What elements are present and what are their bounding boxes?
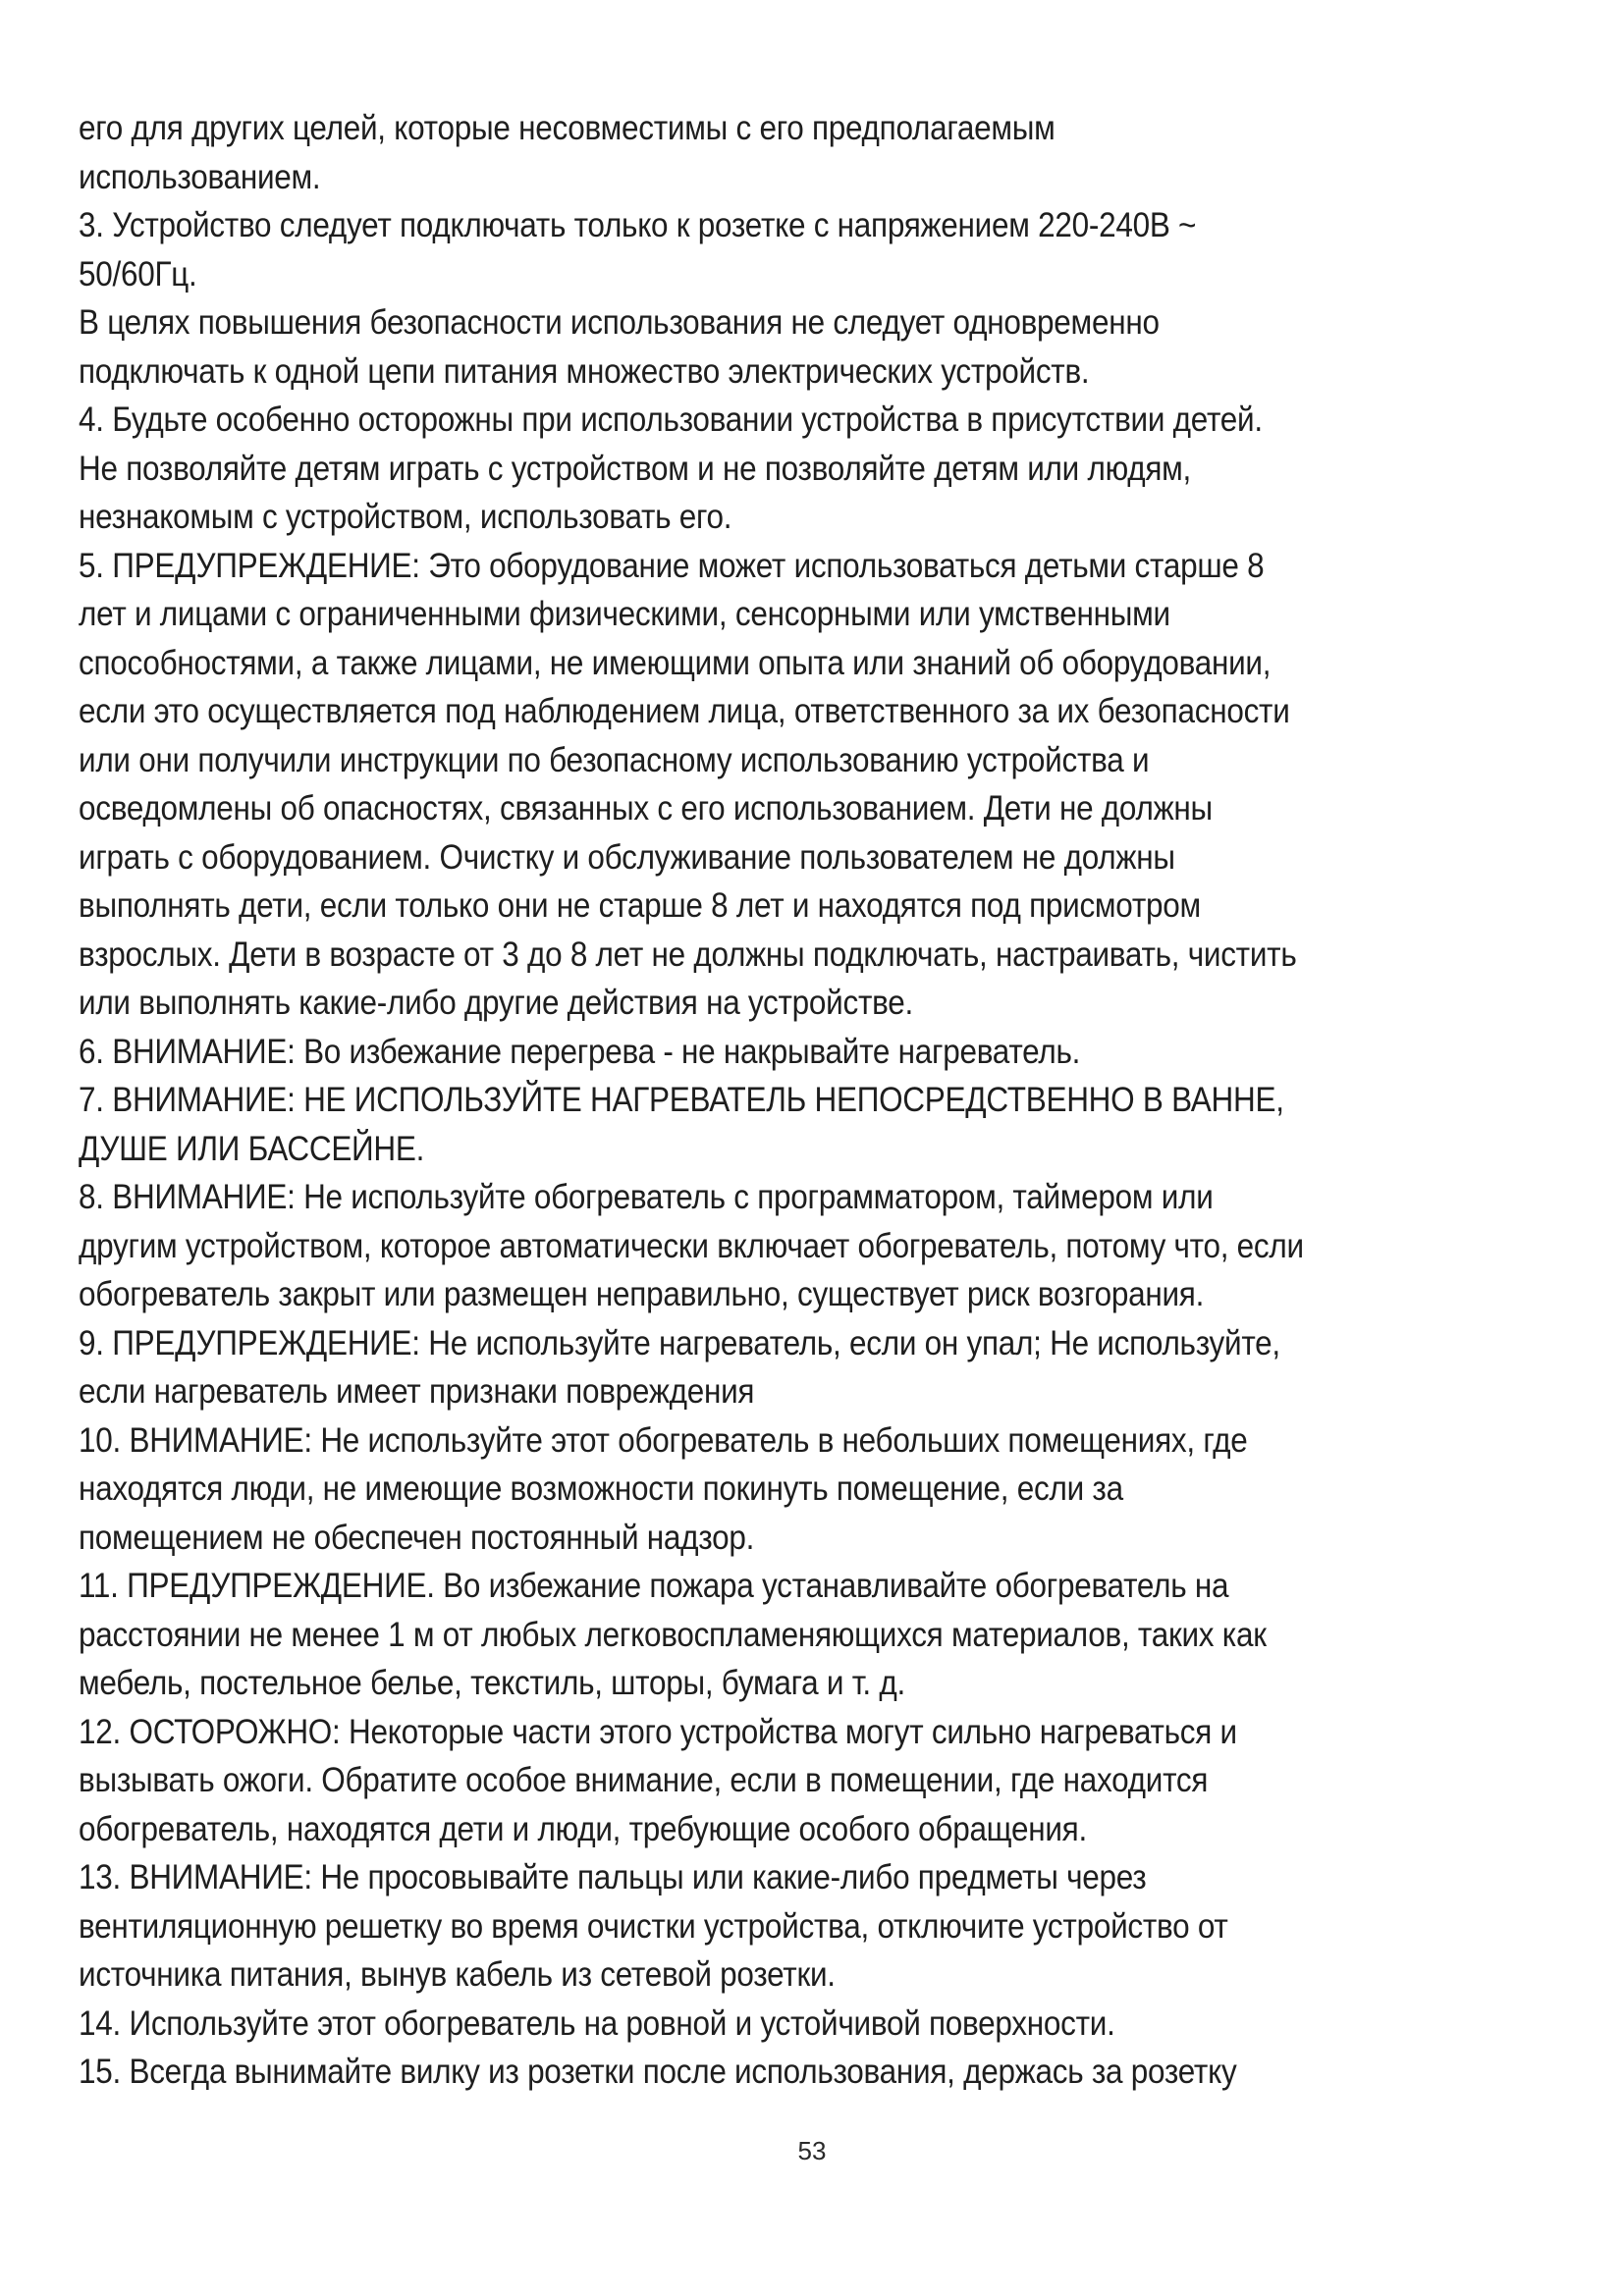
text-line: расстоянии не менее 1 м от любых легковоспламеняющихся материалов, таких как: [79, 1615, 1267, 1654]
text-line: его для других целей, которые несовместимы с его предполагаемым: [79, 109, 1056, 147]
text-line: лет и лицами с ограниченными физическими, сенсорными или умственными: [79, 595, 1170, 633]
page-number: 53: [797, 2136, 827, 2165]
text-line: 13. ВНИМАНИЕ: Не просовывайте пальцы или какие-либо предметы через: [79, 1858, 1147, 1896]
text-line: 10. ВНИМАНИЕ: Не используйте этот обогреватель в небольших помещениях, где: [79, 1420, 1248, 1460]
text-line: 6. ВНИМАНИЕ: Во избежание перегрева - не накрывайте нагреватель.: [79, 1032, 1081, 1071]
text-line: 14. Используйте этот обогреватель на ровной и устойчивой поверхности.: [79, 2003, 1115, 2043]
text-line: или они получили инструкции по безопасному использованию устройства и: [79, 740, 1150, 779]
text-line: помещением не обеспечен постоянный надзор.: [79, 1518, 755, 1557]
text-line: В целях повышения безопасности использования не следует одновременно: [79, 303, 1160, 342]
document-body: [79, 104, 1561, 2097]
text-line: обогреватель закрыт или размещен неправильно, существует риск возгорания.: [79, 1275, 1205, 1313]
text-line: 7. ВНИМАНИЕ: НЕ ИСПОЛЬЗУЙТЕ НАГРЕВАТЕЛЬ НЕПОСРЕДСТВЕННО В ВАННЕ,: [79, 1081, 1284, 1119]
text-line: находятся люди, не имеющие возможности покинуть помещение, если за: [79, 1469, 1123, 1508]
text-line: 4. Будьте особенно осторожны при использовании устройства в присутствии детей.: [79, 400, 1263, 439]
text-line: если это осуществляется под наблюдением лица, ответственного за их безопасности: [79, 692, 1290, 730]
text-line: другим устройством, которое автоматически включает обогреватель, потому что, если: [79, 1226, 1304, 1265]
text-line: использованием.: [79, 157, 321, 196]
text-line: источника питания, вынув кабель из сетевой розетки.: [79, 1955, 836, 1994]
text-line: способностями, а также лицами, не имеющими опыта или знаний об оборудовании,: [79, 643, 1272, 682]
text-line: играть с оборудованием. Очистку и обслуживание пользователем не должны: [79, 837, 1175, 877]
text-line: ДУШЕ ИЛИ БАССЕЙНЕ.: [79, 1129, 425, 1168]
text-line: мебель, постельное белье, текстиль, шторы, бумага и т. д.: [79, 1664, 905, 1702]
text-line: вентиляционную решетку во время очистки устройства, отключите устройство от: [79, 1906, 1228, 1946]
text-line: Не позволяйте детям играть с устройством и не позволяйте детям или людям,: [79, 449, 1192, 488]
text-line: 3. Устройство следует подключать только к розетке с напряжением 220-240В ~: [79, 206, 1197, 244]
text-line: 11. ПРЕДУПРЕЖДЕНИЕ. Во избежание пожара устанавливайте обогреватель на: [79, 1567, 1229, 1605]
text-line: подключать к одной цепи питания множество электрических устройств.: [79, 351, 1090, 391]
text-line: 12. ОСТОРОЖНО: Некоторые части этого устройства могут сильно нагреваться и: [79, 1712, 1237, 1751]
text-line: выполнять дети, если только они не старше 8 лет и находятся под присмотром: [79, 886, 1201, 925]
text-line: 5. ПРЕДУПРЕЖДЕНИЕ: Это оборудование может использоваться детьми старше 8: [79, 546, 1265, 585]
text-line: если нагреватель имеет признаки повреждения: [79, 1372, 755, 1411]
text-line: 8. ВНИМАНИЕ: Не используйте обогреватель с программатором, таймером или: [79, 1178, 1214, 1216]
text-line: 50/60Гц.: [79, 254, 197, 294]
text-line: осведомлены об опасностях, связанных с его использованием. Дети не должны: [79, 789, 1213, 828]
text-line: незнакомым с устройством, использовать его.: [79, 498, 732, 536]
text-line: взрослых. Дети в возрасте от 3 до 8 лет не должны подключать, настраивать, чистить: [79, 934, 1297, 974]
text-line: вызывать ожоги. Обратите особое внимание, если в помещении, где находится: [79, 1761, 1209, 1799]
text-line: или выполнять какие-либо другие действия на устройстве.: [79, 984, 913, 1022]
text-line: обогреватель, находятся дети и люди, требующие особого обращения.: [79, 1809, 1087, 1848]
text-line: 15. Всегда вынимайте вилку из розетки после использования, держась за розетку: [79, 2053, 1237, 2091]
text-line: 9. ПРЕДУПРЕЖДЕНИЕ: Не используйте нагреватель, если он упал; Не используйте,: [79, 1323, 1280, 1362]
